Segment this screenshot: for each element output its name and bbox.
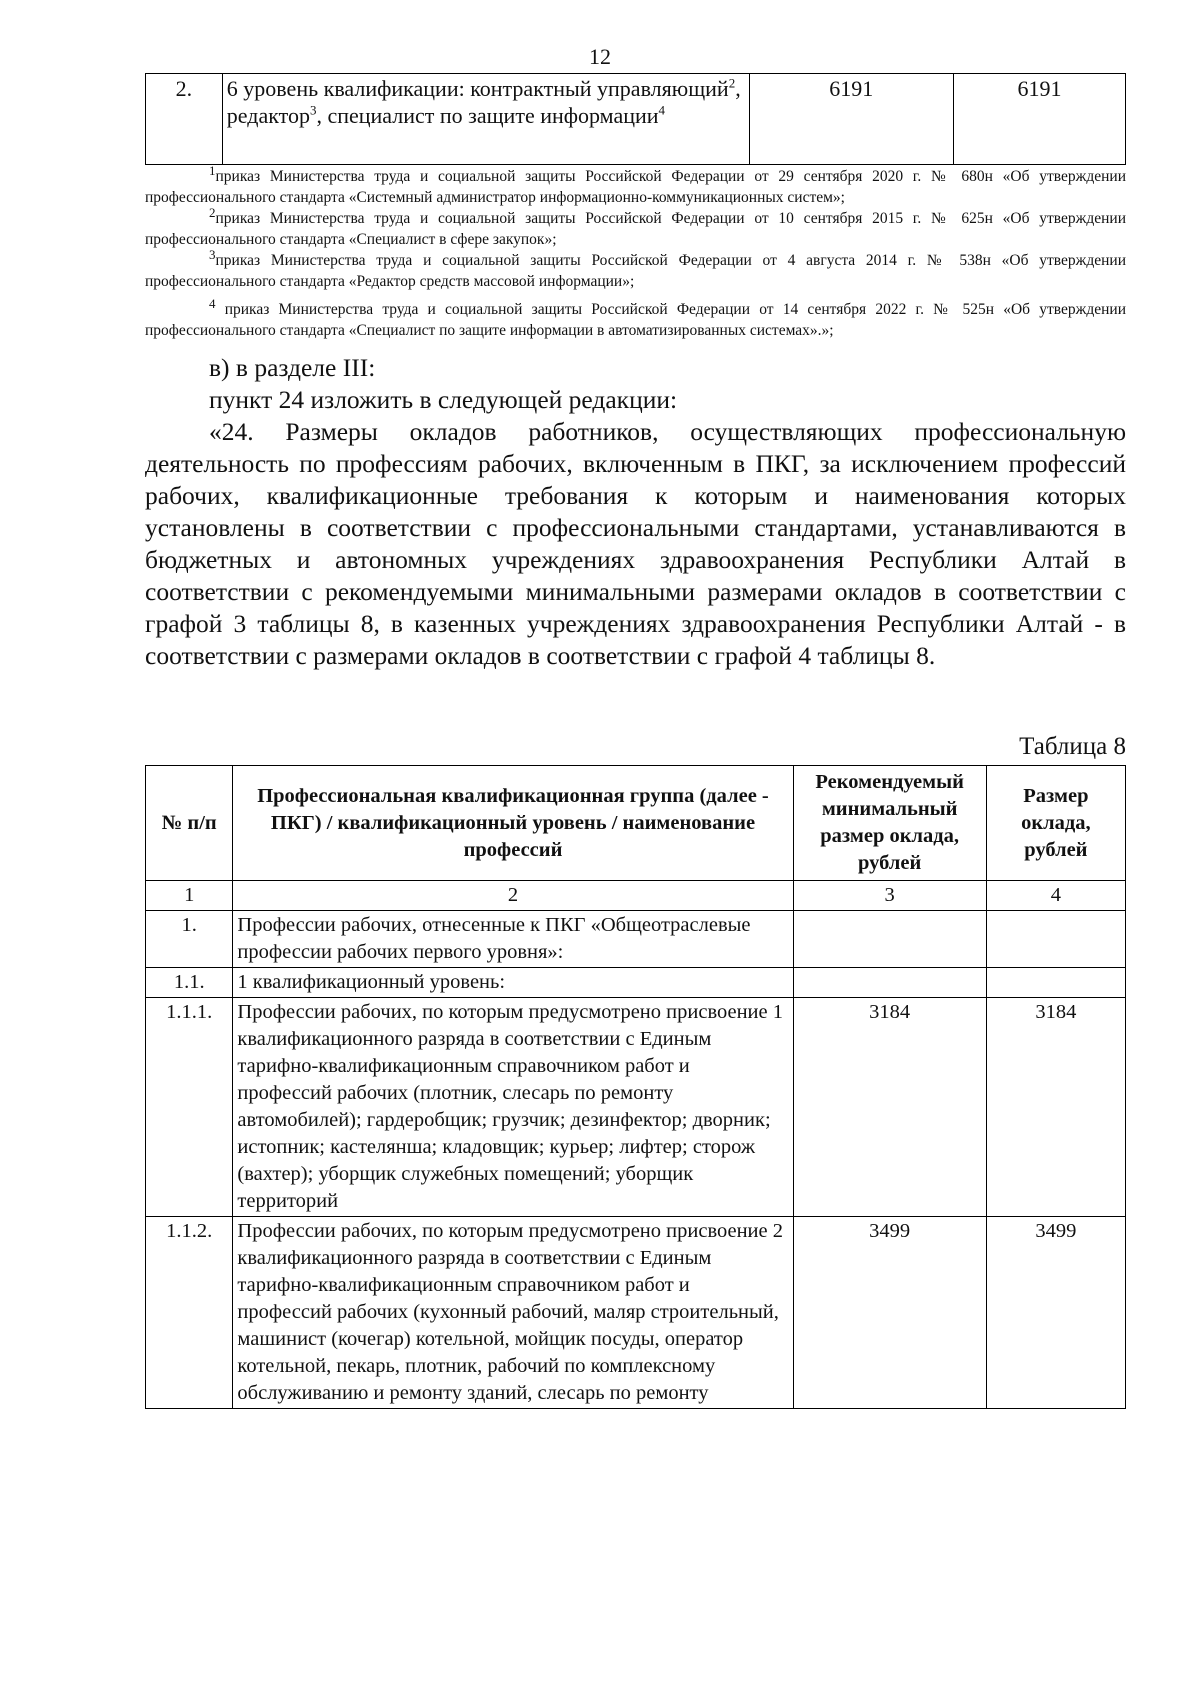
footnote: $^2$приказ Министерства труда и социальной защиты Российской Федерации от 10 сентября 2015 г. № 625н «Об утверждении профессионального стандарта «Специалист в сфере закупок»; (145, 204, 1126, 248)
row-recommended-salary (793, 911, 986, 968)
header-number: № п/п (146, 766, 233, 881)
row-recommended-salary: 6191 (749, 74, 953, 165)
column-number: 1 (146, 881, 233, 911)
row-salary: 3184 (986, 998, 1125, 1217)
footnote: $^4$ приказ Министерства труда и социальной защиты Российской Федерации от 14 сентября 2022 г. № 525н «Об утверждении профессионального стандарта «Специалист по защите информации в автоматизированных системах».»; (145, 295, 1126, 339)
row-number: 1.1. (146, 968, 233, 998)
header-recommended-salary: Рекомендуемый минимальный размер оклада, рублей (793, 766, 986, 881)
header-pkg: Профессиональная квалификационная группа (далее - ПКГ) / квалификационный уровень / наименование профессий (233, 766, 793, 881)
row-description: 1 квалификационный уровень: (233, 968, 793, 998)
row-number: 1.1.1. (146, 998, 233, 1217)
row-recommended-salary (793, 968, 986, 998)
row-number: 2. (146, 74, 223, 165)
row-description: Профессии рабочих, по которым предусмотрено присвоение 1 квалификационного разряда в соответствии с Единым тарифно-квалификационным справочником работ и профессий рабочих (плотник, слесарь по ремонту автомобилей); гардеробщик; грузчик; дезинфектор; дворник; истопник; кастелянша; кладовщик; курьер; лифтер; сторож (вахтер); уборщик служебных помещений; уборщик территорий (233, 998, 793, 1217)
row-description: Профессии рабочих, отнесенные к ПКГ «Общеотраслевые профессии рабочих первого уровня»: (233, 911, 793, 968)
column-number-row (146, 881, 1126, 911)
table-header-row (146, 766, 1126, 881)
table-row (146, 74, 1126, 165)
footnote: $^1$приказ Министерства труда и социальной защиты Российской Федерации от 29 сентября 2020 г. № 680н «Об утверждении профессионального стандарта «Системный администратор информационно-коммуникационных систем»; (145, 162, 1126, 206)
table-row (146, 968, 1126, 998)
row-description: 6 уровень квалификации: контрактный управляющий$^2$, редактор$^3$, специалист по защите информации$^4$ (222, 74, 749, 165)
paragraph: пункт 24 изложить в следующей редакции: (209, 385, 678, 414)
continued-table (145, 73, 1126, 165)
table-caption: Таблица 8 (1019, 733, 1126, 760)
row-description: Профессии рабочих, по которым предусмотрено присвоение 2 квалификационного разряда в соответствии с Единым тарифно-квалификационным справочником работ и профессий рабочих (кухонный рабочий, маляр строительный, машинист (кочегар) котельной, мойщик посуды, оператор котельной, пекарь, плотник, рабочий по комплексному обслуживанию и ремонту зданий, слесарь по ремонту (233, 1217, 793, 1409)
row-salary: 6191 (953, 74, 1125, 165)
table-row (146, 1217, 1126, 1409)
table-row (146, 911, 1126, 968)
row-recommended-salary: 3499 (793, 1217, 986, 1409)
header-salary: Размер оклада, рублей (986, 766, 1125, 881)
row-salary (986, 911, 1125, 968)
paragraph: «24. Размеры окладов работников, осуществляющих профессиональную деятельность по профессиям рабочих, включенным в ПКГ, за исключением профессий рабочих, квалификационные требования к которым и наименования которых установлены в соответствии с профессиональными стандартами, устанавливаются в бюджетных и автономных учреждениях здравоохранения Республики Алтай в соответствии с рекомендуемыми минимальными размерами окладов в соответствии с графой 3 таблицы 8, в казенных учреждениях здравоохранения Республики Алтай - в соответствии с размерами окладов в соответствии с графой 4 таблицы 8. (145, 417, 1126, 670)
table-row (146, 998, 1126, 1217)
row-number: 1.1.2. (146, 1217, 233, 1409)
salary-table (145, 765, 1126, 1409)
footnote: $^3$приказ Министерства труда и социальной защиты Российской Федерации от 4 августа 2014 г. № 538н «Об утверждении профессионального стандарта «Редактор средств массовой информации»; (145, 246, 1126, 290)
footnotes (145, 162, 1126, 341)
row-recommended-salary: 3184 (793, 998, 986, 1217)
row-number: 1. (146, 911, 233, 968)
row-salary (986, 968, 1125, 998)
column-number: 3 (793, 881, 986, 911)
row-salary: 3499 (986, 1217, 1125, 1409)
paragraph: в) в разделе III: (209, 353, 376, 382)
page-number: 12 (589, 44, 611, 69)
column-number: 4 (986, 881, 1125, 911)
body-text (145, 352, 1126, 672)
column-number: 2 (233, 881, 793, 911)
